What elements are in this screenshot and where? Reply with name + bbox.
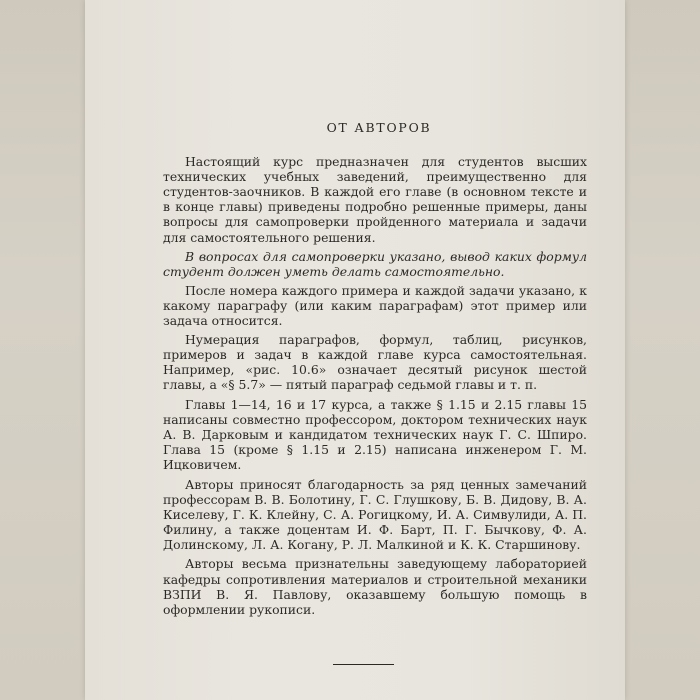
paragraph-chapter-authors: Главы 1—14, 16 и 17 курса, а также § 1.15 и 2.15 главы 15 написаны совместно профессором, доктором технических наук А. В. Дарковым и кандидатом технических наук Г. С. Шпиро. Глава 15 (кроме § 1.15 и 2.15) написана инженером Г. М. Ицковичем. bbox=[163, 396, 587, 472]
page-content bbox=[163, 120, 587, 621]
paragraph-intro: Настоящий курс предназначен для студентов высших технических учебных заведений, преимущественно для студентов-заочников. В каждой его главе (в основном тексте и в конце главы) приведены подробно решенные примеры, даны вопросы для самопроверки пройденного материала и задачи для самостоятельного решения. bbox=[163, 154, 587, 245]
section-heading: ОТ АВТОРОВ bbox=[326, 120, 432, 135]
paragraph-example-numbering: После номера каждого примера и каждой задачи указано, к какому параграфу (или каким параграфам) этот пример или задача относится. bbox=[163, 282, 587, 329]
paragraph-gratitude: Авторы весьма признательны заведующему лабораторией кафедры сопротивления материалов и строительной механики ВЗПИ В. Я. Павлову, оказавшему большую помощь в оформлении рукописи. bbox=[163, 556, 587, 617]
paragraph-self-check: В вопросах для самопроверки указано, вывод каких формул студент должен уметь делать самостоятельно. bbox=[163, 248, 587, 279]
paragraph-acknowledgements: Авторы приносят благодарность за ряд ценных замечаний профессорам В. В. Болотину, Г. С. Глушкову, Б. В. Дидову, В. А. Киселеву, Г. К. Клейну, С. А. Рогицкому, И. А. Симвулиди, А. П. Филину, а также доцентам И. Ф. Барт, П. Г. Бычкову, Ф. А. Долинскому, Л. А. Когану, Р. Л. Малкиной и К. К. Старшинову. bbox=[163, 476, 587, 553]
paragraph-section-numbering: Нумерация параграфов, формул, таблиц, рисунков, примеров и задач в каждой главе курса самостоятельная. Например, «рис. 10.6» означает десятый рисунок шестой главы, а «§ 5.7» — пятый параграф седьмой главы и т. п. bbox=[163, 332, 587, 393]
closing-divider bbox=[333, 664, 394, 665]
